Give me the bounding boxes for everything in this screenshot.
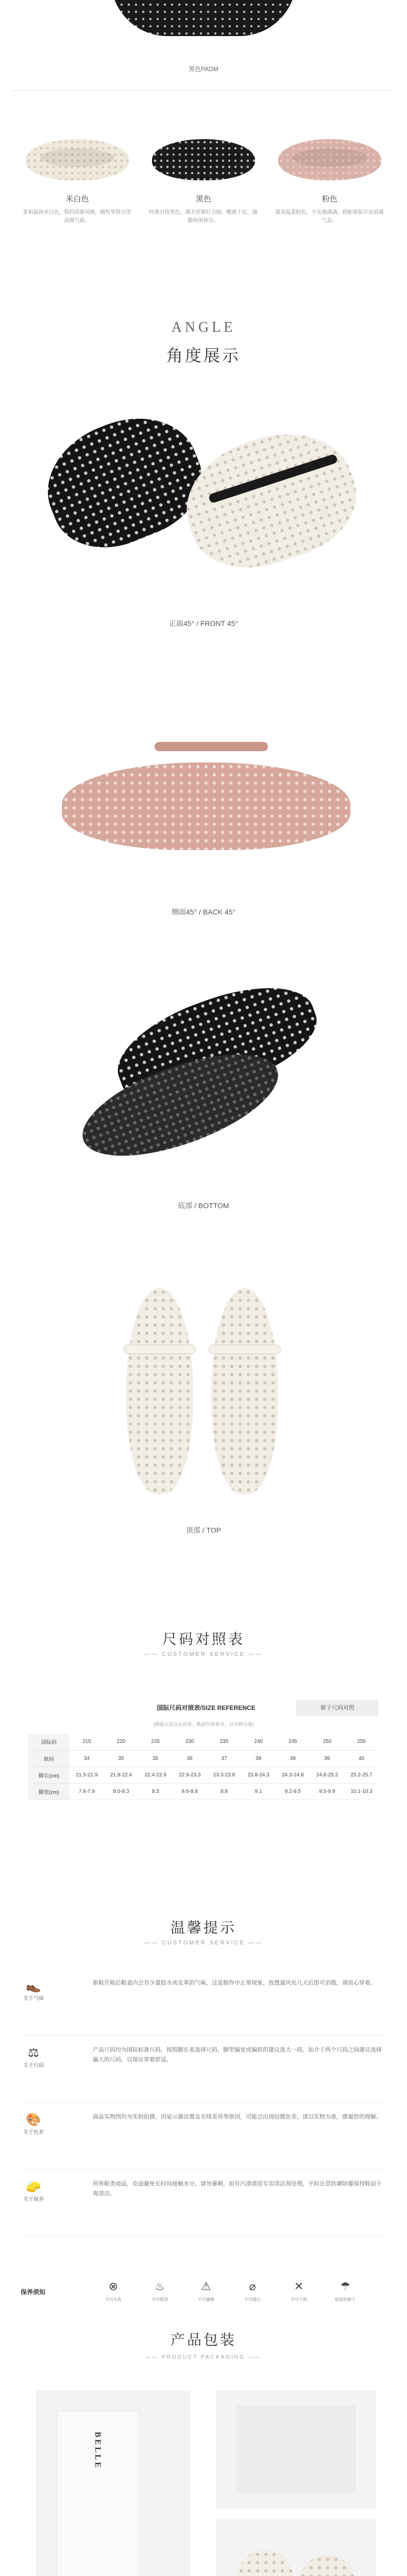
size-cell: 240 bbox=[241, 1734, 276, 1750]
size-row bbox=[28, 1767, 379, 1783]
tip-item bbox=[21, 2179, 386, 2246]
tip-item bbox=[21, 2045, 386, 2112]
size-cell: 8.0-8.3 bbox=[104, 1783, 139, 1800]
care-item-label: 不可暴晒 bbox=[198, 2297, 214, 2302]
packaging-section bbox=[0, 2329, 407, 2576]
size-row-label: 欧码 bbox=[28, 1750, 70, 1767]
shade-dry-icon: ☂ bbox=[340, 2280, 350, 2293]
no-iron-icon: ♨ bbox=[155, 2280, 165, 2293]
packaging-image-open-box bbox=[216, 2391, 376, 2509]
hero-shoe-image bbox=[111, 0, 296, 36]
size-cell: 215 bbox=[70, 1734, 104, 1750]
size-cell: 23.3-23.8 bbox=[207, 1767, 242, 1783]
size-cell: 39 bbox=[310, 1750, 345, 1767]
packaging-image-box bbox=[36, 2391, 191, 2576]
no-sun-icon: ⚠ bbox=[201, 2280, 211, 2293]
size-cell: 225 bbox=[138, 1734, 173, 1750]
size-cell: 8.3 bbox=[138, 1783, 173, 1800]
size-subtitle: —— CUSTOMER SERVICE —— bbox=[144, 1651, 263, 1657]
size-title: 尺码对照表 bbox=[162, 1631, 245, 1647]
open-box bbox=[237, 2406, 355, 2494]
hero-color-label: 黑色PADM bbox=[189, 65, 218, 73]
size-cell: 8.6-8.8 bbox=[173, 1783, 207, 1800]
sponge-icon: 🧽 bbox=[26, 2180, 41, 2194]
size-main-header: 国际尺码对照表/SIZE REFERENCE bbox=[157, 1704, 256, 1711]
angle-section bbox=[0, 268, 407, 1597]
care-item-label: 不可干洗 bbox=[291, 2297, 307, 2302]
view-caption: 侧面45° / BACK 45° bbox=[171, 908, 236, 916]
size-tag: 敏子尺码对照 bbox=[296, 1700, 379, 1716]
shoe-image bbox=[299, 2555, 355, 2576]
shoe-image bbox=[211, 1288, 278, 1494]
view-top bbox=[0, 1267, 407, 1577]
size-row-label: 脚长(cm) bbox=[28, 1767, 70, 1783]
size-cell: 250 bbox=[310, 1734, 345, 1750]
size-cell: 37 bbox=[207, 1750, 242, 1767]
divider bbox=[21, 2102, 386, 2103]
size-cell: 255 bbox=[344, 1734, 379, 1750]
tip-label: 关于尺码 bbox=[23, 2063, 44, 2069]
size-cell: 220 bbox=[104, 1734, 139, 1750]
size-cell: 10.1-10.3 bbox=[344, 1783, 379, 1800]
swatch-name: 米白色 bbox=[65, 195, 89, 204]
size-row-label: 脚宽(cm) bbox=[28, 1783, 70, 1800]
size-cell: 24.3-24.8 bbox=[276, 1767, 310, 1783]
size-cell: 24.8-25.2 bbox=[310, 1767, 345, 1783]
shoe-image bbox=[237, 2550, 294, 2576]
packaging-title: 产品包装 bbox=[170, 2332, 236, 2348]
size-cell: 23.8-24.3 bbox=[241, 1767, 276, 1783]
shoe-image bbox=[171, 415, 370, 585]
divider bbox=[21, 2169, 386, 2170]
shoe-strap bbox=[155, 742, 268, 751]
size-cell: 21.5-21.9 bbox=[70, 1767, 104, 1783]
care-item-label: 不可熨烫 bbox=[151, 2297, 168, 2302]
shoe-strap bbox=[209, 1345, 281, 1354]
tips-section bbox=[0, 1906, 407, 2329]
size-cell: 235 bbox=[207, 1734, 242, 1750]
angle-title-cn: 角度展示 bbox=[166, 346, 241, 365]
size-cell: 230 bbox=[173, 1734, 207, 1750]
tips-subtitle: —— CUSTOMER SERVICE —— bbox=[144, 1940, 263, 1946]
size-cell: 245 bbox=[276, 1734, 310, 1750]
tip-label: 关于气味 bbox=[23, 1996, 44, 2002]
care-row bbox=[21, 2277, 386, 2308]
tip-label: 关于色差 bbox=[23, 2130, 44, 2136]
size-row-label: 国际码 bbox=[28, 1734, 70, 1750]
shoe-strap bbox=[124, 1345, 196, 1354]
view-bottom bbox=[0, 969, 407, 1257]
packaging-image-shoes bbox=[216, 2519, 376, 2576]
tip-text: 商品实物图均为实拍拍摄，因显示器设置及光线差异等原因，可能会出现轻微色差，请以实物为准，感谢您的理解。 bbox=[93, 2114, 382, 2120]
size-cell: 9.1 bbox=[241, 1783, 276, 1800]
care-item-label: 阴凉处晾干 bbox=[335, 2297, 355, 2302]
tip-item bbox=[21, 1978, 386, 2045]
swatch-desc: 甜美温柔粉色，少女感满满，搭配裙装尽显浪漫气息。 bbox=[275, 210, 384, 224]
size-cell: 8.8 bbox=[207, 1783, 242, 1800]
tip-text: 所售鞋类商品，皮面避免长时间接触水分，请勿暴晒，如有污渍请用专用清洁剂处理，平时注意防潮防霉保持鞋面干爽清洁。 bbox=[93, 2181, 382, 2197]
packaging-subtitle: —— PRODUCT PACKAGING —— bbox=[145, 2354, 262, 2360]
brand-mark: BELLE bbox=[93, 2432, 102, 2470]
angle-title-en: ANGLE bbox=[171, 319, 236, 335]
swatch-name: 粉色 bbox=[321, 195, 337, 204]
shoe-image bbox=[62, 762, 350, 850]
care-item-label: 不可漂白 bbox=[244, 2297, 261, 2302]
care-label: 保养须知 bbox=[21, 2289, 46, 2296]
size-cell: 25.2-25.7 bbox=[344, 1767, 379, 1783]
size-cell: 35 bbox=[138, 1750, 173, 1767]
size-cell: 34 bbox=[70, 1750, 104, 1767]
swatch-pink[interactable] bbox=[278, 139, 381, 180]
tips-title: 温馨提示 bbox=[170, 1920, 236, 1936]
size-cell: 36 bbox=[173, 1750, 207, 1767]
size-cell: 22.4-22.9 bbox=[138, 1767, 173, 1783]
swatch-desc: 柔和温润米白色，简约清新风格，随性穿搭自带高级气质。 bbox=[23, 210, 131, 224]
size-cell: 9.5-9.9 bbox=[310, 1783, 345, 1800]
size-cell: 7.6-7.9 bbox=[70, 1783, 104, 1800]
shoe-icon: 👞 bbox=[26, 1979, 41, 1993]
size-row bbox=[28, 1783, 379, 1800]
size-row bbox=[28, 1734, 379, 1750]
view-back bbox=[0, 680, 407, 958]
size-cell: 38 bbox=[241, 1750, 276, 1767]
view-caption: 底部 / BOTTOM bbox=[178, 1201, 229, 1210]
size-cell: 21.9-22.4 bbox=[104, 1767, 139, 1783]
view-front bbox=[0, 381, 407, 670]
scale-icon: ⚖ bbox=[28, 2046, 39, 2060]
size-cell: 35 bbox=[104, 1750, 139, 1767]
shoe-image bbox=[30, 398, 217, 566]
swatch-black[interactable] bbox=[152, 139, 255, 180]
tip-label: 关于保养 bbox=[23, 2197, 44, 2202]
size-row bbox=[28, 1750, 379, 1767]
divider bbox=[21, 2035, 386, 2036]
size-cell: 40 bbox=[344, 1750, 379, 1767]
size-cell: 9.2-9.5 bbox=[276, 1783, 310, 1800]
colors-section bbox=[0, 0, 407, 247]
tip-text: 新鞋开箱后鞋盒内会有少量胶水或皮革的气味，这是制作中正常现象，放置通风处几天后即可消散，请放心穿着。 bbox=[93, 1980, 376, 1986]
size-cell: 39 bbox=[276, 1750, 310, 1767]
size-table bbox=[28, 1734, 379, 1800]
tip-text: 产品尺码均为国际标准尺码，按照脚长来选择尺码，脚型偏宽或偏胖的建议选大一码，如介于两个尺码之间建议选择偏大的尺码，以保证穿着舒适。 bbox=[93, 2047, 382, 2063]
divider bbox=[13, 90, 394, 91]
view-caption: 顶部 / TOP bbox=[185, 1526, 222, 1534]
size-header bbox=[28, 1700, 379, 1716]
swatch-cream[interactable] bbox=[26, 139, 129, 180]
tip-item bbox=[21, 2112, 386, 2179]
care-item-label: 不可水洗 bbox=[105, 2297, 122, 2302]
swatch-desc: 经典百搭黑色，满天星铆钉点缀，酷感十足，通勤休闲皆宜。 bbox=[149, 210, 258, 224]
size-section bbox=[0, 1597, 407, 1906]
shoe-image bbox=[126, 1288, 193, 1494]
palette-icon: 🎨 bbox=[26, 2113, 41, 2127]
size-cell: 22.9-23.3 bbox=[173, 1767, 207, 1783]
size-note: (测量方法存在误差，数据仅供参考，以实物为准) bbox=[153, 1722, 254, 1727]
no-wash-icon: ⊗ bbox=[108, 2280, 118, 2293]
no-dryclean-icon: ✕ bbox=[294, 2280, 304, 2293]
no-bleach-icon: ⌀ bbox=[249, 2280, 256, 2293]
view-caption: 正面45° / FRONT 45° bbox=[169, 619, 238, 628]
swatch-name: 黑色 bbox=[195, 195, 211, 204]
